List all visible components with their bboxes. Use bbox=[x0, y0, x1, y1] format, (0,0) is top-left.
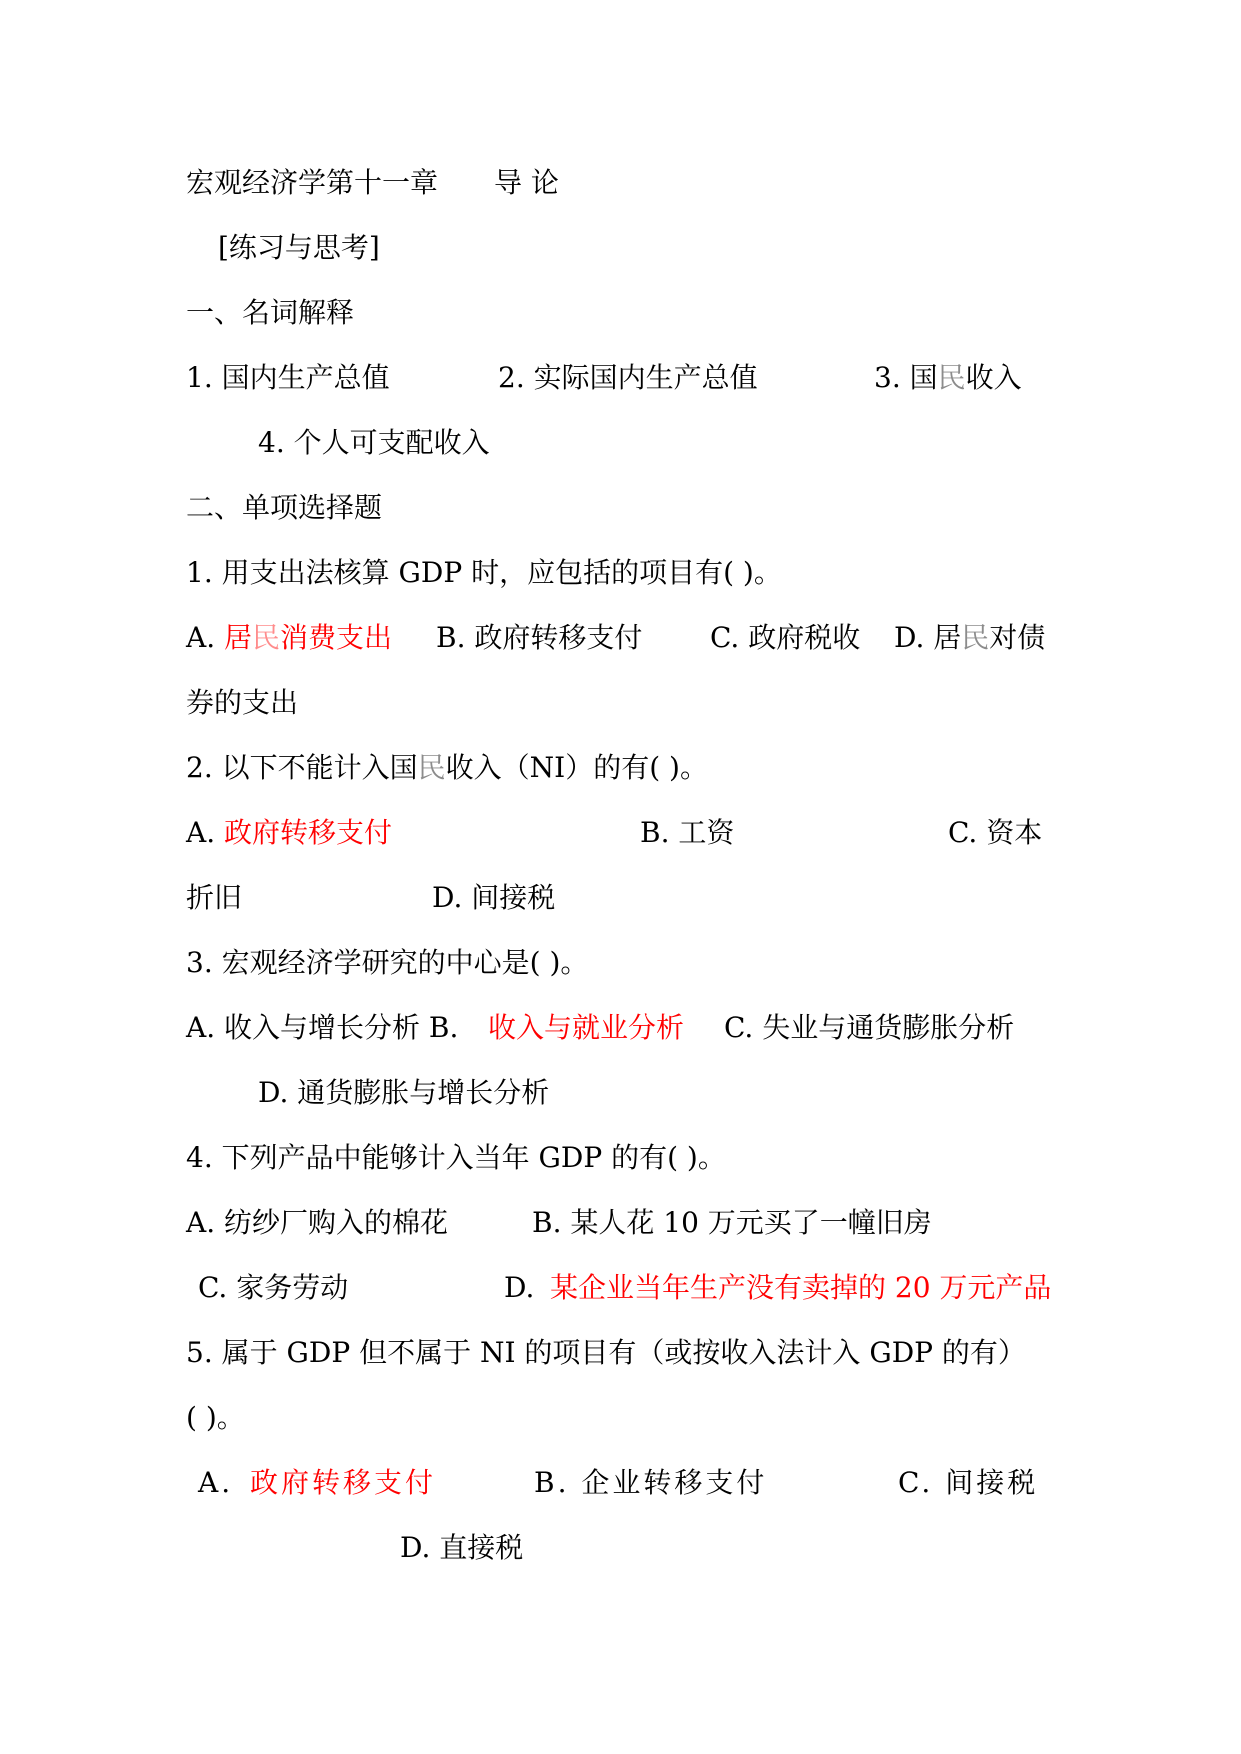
q5-option-d: D. 直接税 bbox=[400, 1531, 524, 1564]
q5-stem: 5. 属于 GDP 但不属于 NI 的项目有（或按收入法计入 GDP 的有） bbox=[186, 1336, 1026, 1369]
section-heading-choice: 二、单项选择题 bbox=[186, 491, 383, 524]
term-3-faded-char: 民 bbox=[937, 361, 966, 394]
term-4: 4. 个人可支配收入 bbox=[258, 426, 490, 459]
q4-options-row-2 bbox=[198, 1268, 1078, 1308]
term-2: 2. 实际国内生产总值 bbox=[498, 361, 758, 394]
q4-option-a: A. 纺纱厂购入的棉花 bbox=[186, 1206, 449, 1239]
q1-option-b: B. 政府转移支付 bbox=[436, 621, 643, 654]
q4-option-c: C. 家务劳动 bbox=[198, 1271, 349, 1304]
q3-option-b-answer: 收入与就业分析 bbox=[488, 1011, 685, 1044]
q1-option-a-label: A. bbox=[186, 621, 216, 654]
q2-option-d: D. 间接税 bbox=[432, 881, 556, 914]
q5-stem-wrap: ( )。 bbox=[186, 1401, 245, 1434]
answer-faded-char: 民 bbox=[252, 621, 281, 654]
title-tail: 导 论 bbox=[494, 166, 559, 199]
term-3-part: 3. 国 bbox=[874, 361, 938, 394]
q1-options bbox=[186, 618, 1066, 658]
stem-part: 收入（NI）的有( )。 bbox=[445, 751, 708, 784]
q2-option-a-answer: 政府转移支付 bbox=[224, 816, 393, 849]
q2-option-b: B. 工资 bbox=[640, 816, 735, 849]
q3-stem: 3. 宏观经济学研究的中心是( )。 bbox=[186, 946, 589, 979]
q3-option-a: A. 收入与增长分析 B. bbox=[186, 1011, 459, 1044]
option-part: D. 居 bbox=[894, 621, 962, 654]
q1-option-a-answer bbox=[224, 618, 392, 658]
q4-option-d-answer: 某企业当年生产没有卖掉的 20 万元产品 bbox=[550, 1271, 1052, 1304]
q5-option-c: C. 间接税 bbox=[898, 1466, 1039, 1499]
terms-row-1 bbox=[186, 358, 1066, 398]
answer-part: 消费支出 bbox=[280, 621, 393, 654]
q4-stem: 4. 下列产品中能够计入当年 GDP 的有( )。 bbox=[186, 1141, 726, 1174]
q5-option-b: B. 企业转移支付 bbox=[534, 1466, 768, 1499]
q5-option-a-label: A. bbox=[198, 1466, 234, 1499]
q1-option-d bbox=[894, 618, 1045, 658]
option-faded-char: 民 bbox=[961, 621, 990, 654]
exercise-heading: [练习与思考] bbox=[218, 231, 380, 264]
q2-option-a-label: A. bbox=[186, 816, 216, 849]
option-part: 对债 bbox=[989, 621, 1046, 654]
term-1: 1. 国内生产总值 bbox=[186, 361, 390, 394]
q3-option-d: D. 通货膨胀与增长分析 bbox=[258, 1076, 550, 1109]
answer-part: 居 bbox=[224, 621, 253, 654]
section-heading-terms: 一、名词解释 bbox=[186, 296, 355, 329]
term-3 bbox=[874, 358, 1022, 398]
q5-option-a-answer: 政府转移支付 bbox=[250, 1466, 437, 1499]
q2-options bbox=[186, 813, 1066, 853]
q2-options-wrap bbox=[186, 878, 786, 918]
q1-option-c: C. 政府税收 bbox=[710, 621, 861, 654]
q4-option-b: B. 某人花 10 万元买了一幢旧房 bbox=[532, 1206, 932, 1239]
q3-option-c: C. 失业与通货膨胀分析 bbox=[724, 1011, 1015, 1044]
q1-stem: 1. 用支出法核算 GDP 时，应包括的项目有( )。 bbox=[186, 556, 782, 589]
q3-options bbox=[186, 1008, 1066, 1048]
doc-title bbox=[186, 163, 1086, 203]
q2-option-c-wrap: 折旧 bbox=[186, 881, 243, 914]
stem-part: 2. 以下不能计入国 bbox=[186, 751, 418, 784]
title-main: 宏观经济学第十一章 bbox=[186, 166, 439, 199]
stem-faded-char: 民 bbox=[417, 751, 446, 784]
q5-options bbox=[198, 1463, 1078, 1503]
q4-options-row-1 bbox=[186, 1203, 1066, 1243]
q4-option-d-label: D. bbox=[504, 1271, 535, 1304]
term-3-part: 收入 bbox=[965, 361, 1022, 394]
q2-option-c: C. 资本 bbox=[948, 816, 1043, 849]
q2-stem bbox=[186, 748, 708, 788]
q1-option-d-wrap: 券的支出 bbox=[186, 686, 299, 719]
